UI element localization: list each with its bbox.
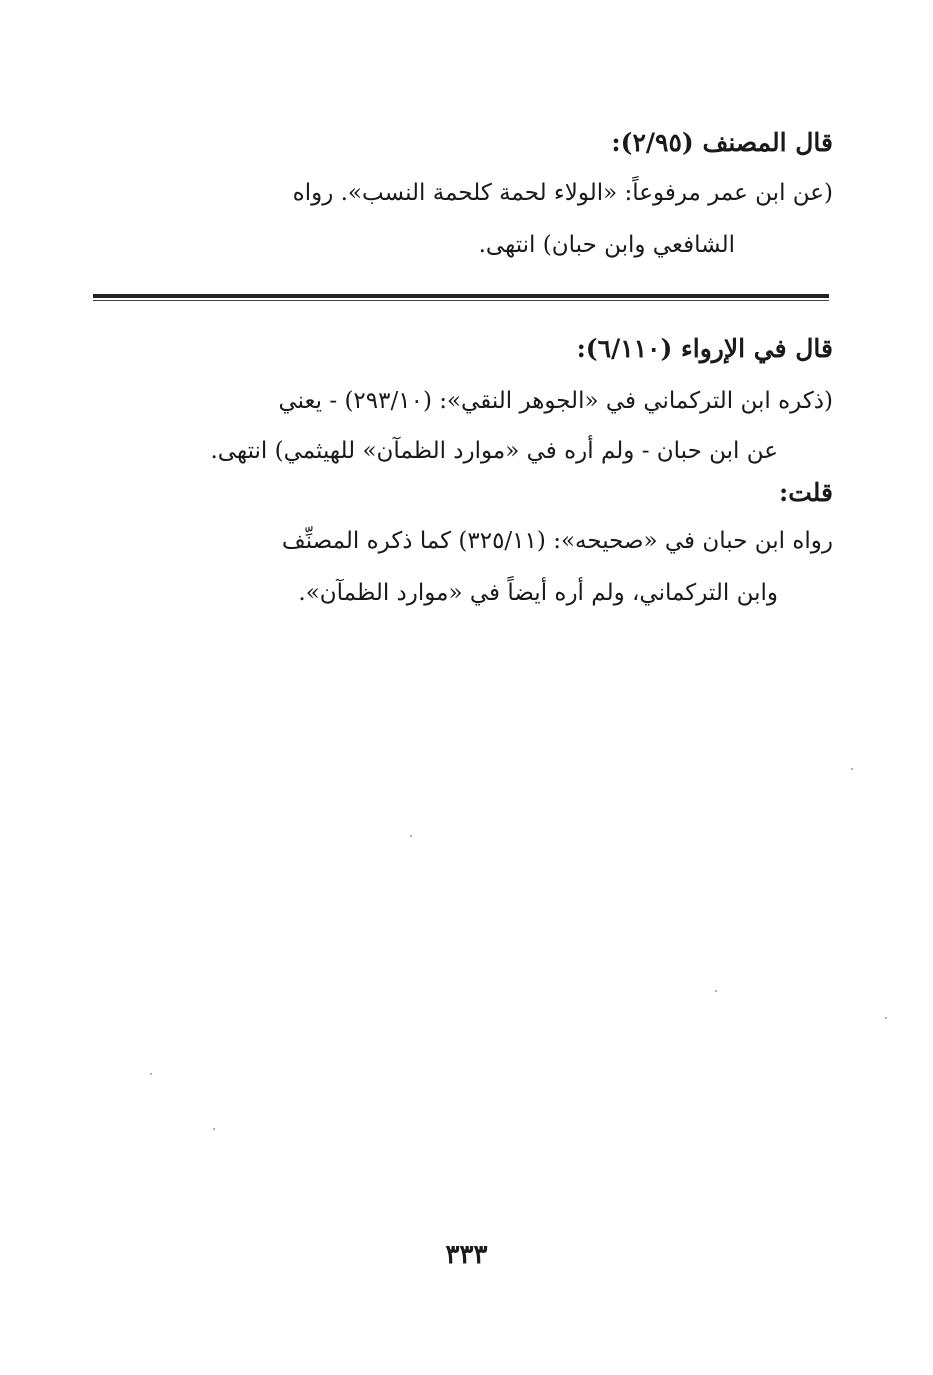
section-2-line-1: (ذكره ابن التركماني في «الجوهر النقي»: (٢٩٣/١٠) - يعني (278, 388, 833, 414)
scan-speck (150, 1073, 152, 1075)
section-3-line-2: وابن التركماني، ولم أره أيضاً في «موارد الظمآن». (298, 580, 778, 606)
scan-speck (851, 768, 853, 770)
section-divider (93, 294, 829, 301)
scan-speck (213, 1128, 215, 1130)
section-3-heading: قلت: (778, 478, 833, 507)
scan-speck (715, 990, 717, 992)
scan-speck (885, 1017, 887, 1019)
section-1-heading: قال المصنف (٢/٩٥): (611, 128, 833, 157)
section-2-line-2: عن ابن حبان - ولم أره في «موارد الظمآن» للهيثمي) انتهى. (210, 438, 778, 464)
section-3-line-1: رواه ابن حبان في «صحيحه»: (٣٢٥/١١) كما ذكره المصنِّف (281, 528, 833, 554)
section-1-line-2: الشافعي وابن حبان) انتهى. (478, 232, 735, 258)
section-1-line-1: (عن ابن عمر مرفوعاً: «الولاء لحمة كلحمة النسب». رواه (292, 180, 833, 206)
scan-speck (410, 835, 412, 837)
section-2-heading: قال في الإرواء (٦/١١٠): (576, 334, 833, 363)
page-number: ٣٣٣ (445, 1240, 488, 1270)
